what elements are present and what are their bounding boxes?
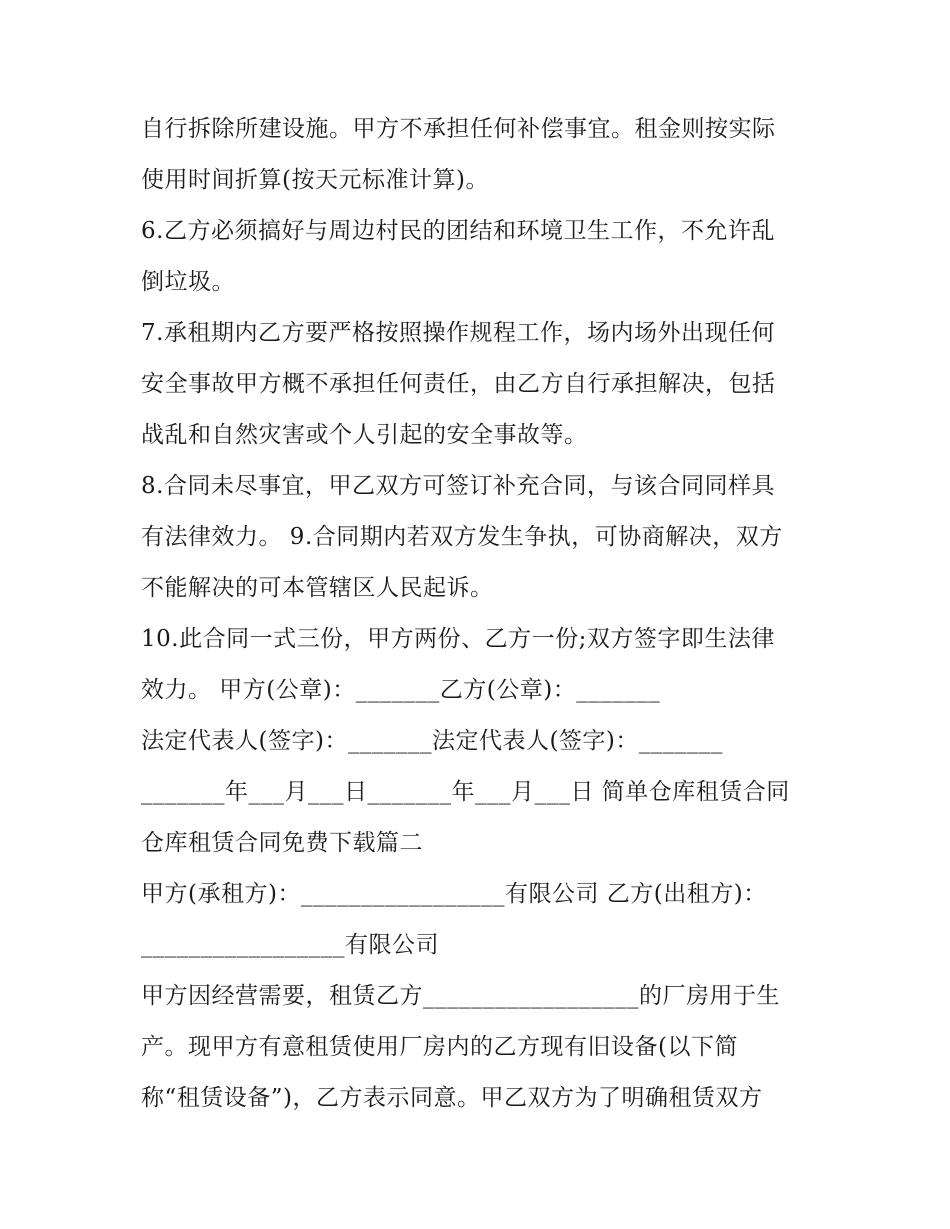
section-title: 仓库租赁合同免费下载篇二 (141, 830, 423, 856)
signature-dates-line: _______年___月___日_______年___月___日 简单仓库租赁合同 (141, 779, 790, 805)
signature-seals-line: 效力。 甲方(公章)：_______乙方(公章)：_______ (141, 677, 661, 703)
text-line: 使用时间折算(按天元标准计算)。 (141, 167, 489, 193)
signature-representatives-line: 法定代表人(签字)：_______法定代表人(签字)：_______ (141, 728, 723, 754)
text-line: 自行拆除所建设施。甲方不承担任何补偿事宜。租金则按实际 (141, 116, 776, 142)
text-line: 不能解决的可本管辖区人民起诉。 (141, 575, 494, 601)
document-body (141, 104, 821, 1124)
preamble-line: 甲方因经营需要，租赁乙方__________________的厂房用于生 (141, 983, 780, 1009)
text-line: 产。现甲方有意租赁使用厂房内的乙方现有旧设备(以下简 (141, 1034, 738, 1060)
clause-10: 10.此合同一式三份，甲方两份、乙方一份;双方签字即生法律 (141, 626, 775, 652)
parties-line: 甲方(承租方)：_________________有限公司 乙方(出租方)： (141, 881, 767, 907)
clause-6: 6.乙方必须搞好与周边村民的团结和环境卫生工作，不允许乱 (141, 218, 775, 244)
clause-7: 7.承租期内乙方要严格按照操作规程工作，场内场外出现任何 (141, 320, 775, 346)
clause-9: 有法律效力。 9.合同期内若双方发生争执，可协商解决，双方 (141, 524, 783, 550)
text-line: 称“租赁设备”)，乙方表示同意。甲乙双方为了明确租赁双方 (141, 1085, 763, 1111)
text-line: _________________有限公司 (141, 932, 439, 958)
text-line: 战乱和自然灾害或个人引起的安全事故等。 (141, 422, 588, 448)
text-line: 倒垃圾。 (141, 269, 235, 295)
clause-8: 8.合同未尽事宜，甲乙双方可签订补充合同，与该合同同样具 (141, 473, 775, 499)
text-line: 安全事故甲方概不承担任何责任，由乙方自行承担解决，包括 (141, 371, 776, 397)
